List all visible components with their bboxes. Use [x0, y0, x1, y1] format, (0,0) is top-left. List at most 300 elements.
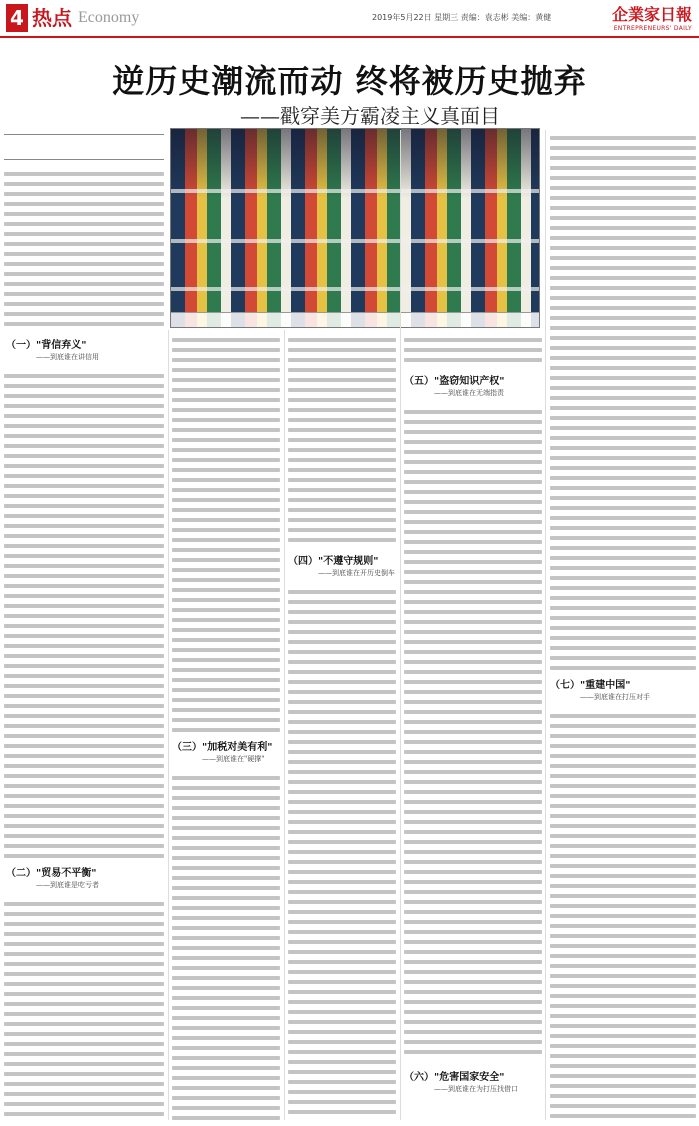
body-text-line — [4, 1042, 164, 1046]
body-text-line — [4, 972, 164, 976]
body-text-line — [288, 338, 396, 342]
body-text-line — [288, 478, 396, 482]
body-text-line — [404, 950, 542, 954]
body-text-line — [550, 666, 696, 670]
body-text-line — [288, 640, 396, 644]
body-text-line — [4, 252, 164, 256]
body-text-line — [404, 550, 542, 554]
body-text-line — [404, 930, 542, 934]
body-text-line — [550, 1014, 696, 1018]
body-text-line — [288, 670, 396, 674]
body-text-line — [404, 890, 542, 894]
body-text-line — [4, 844, 164, 848]
body-text-line — [288, 498, 396, 502]
body-text-line — [550, 794, 696, 798]
body-text-line — [550, 894, 696, 898]
body-text-line — [4, 794, 164, 798]
section-heading: （四）"不遵守规则" — [288, 556, 379, 567]
body-text-line — [550, 356, 696, 360]
body-text-line — [550, 754, 696, 758]
body-text-line — [4, 922, 164, 926]
body-text-line — [404, 1030, 542, 1034]
body-text-line — [4, 604, 164, 608]
body-text-line — [288, 388, 396, 392]
body-text-line — [4, 322, 164, 326]
body-text-line — [172, 588, 280, 592]
body-text-line — [172, 658, 280, 662]
section-heading: （二）"贸易不平衡" — [6, 868, 97, 879]
body-text-line — [172, 508, 280, 512]
body-text-line — [404, 440, 542, 444]
body-text-line — [4, 624, 164, 628]
body-text-line — [4, 952, 164, 956]
body-text-line — [404, 960, 542, 964]
body-text-line — [288, 990, 396, 994]
body-text-line — [288, 650, 396, 654]
body-text-line — [404, 710, 542, 714]
body-text-line — [288, 720, 396, 724]
body-text-line — [288, 358, 396, 362]
body-text-line — [404, 730, 542, 734]
body-text-line — [172, 846, 280, 850]
body-text-line — [550, 804, 696, 808]
body-text-line — [550, 506, 696, 510]
page-number: 4 — [6, 4, 28, 32]
body-text-line — [172, 806, 280, 810]
section-subheading: ——到底谁在为打压找借口 — [434, 1085, 518, 1093]
body-text-line — [550, 546, 696, 550]
body-text-line — [288, 980, 396, 984]
body-text-line — [172, 408, 280, 412]
body-text-line — [288, 518, 396, 522]
byline-box — [4, 134, 164, 160]
body-text-line — [288, 680, 396, 684]
body-text-line — [288, 418, 396, 422]
column-divider — [545, 130, 546, 1120]
body-text-line — [172, 926, 280, 930]
body-text-line — [404, 450, 542, 454]
body-text-line — [404, 920, 542, 924]
body-text-line — [172, 1106, 280, 1110]
body-text-line — [4, 1072, 164, 1076]
body-text-line — [404, 790, 542, 794]
body-text-line — [288, 1090, 396, 1094]
body-text-line — [288, 428, 396, 432]
body-text-column — [550, 708, 696, 1120]
body-text-line — [550, 1054, 696, 1058]
body-text-line — [550, 884, 696, 888]
body-text-line — [172, 538, 280, 542]
body-text-line — [172, 628, 280, 632]
body-text-line — [288, 528, 396, 532]
body-text-line — [172, 708, 280, 712]
body-text-line — [550, 536, 696, 540]
body-text-line — [404, 410, 542, 414]
section-heading: （六）"危害国家安全" — [404, 1072, 505, 1083]
photo-shelf — [171, 189, 539, 193]
body-text-line — [288, 508, 396, 512]
body-text-line — [550, 316, 696, 320]
body-text-line — [550, 156, 696, 160]
body-text-line — [172, 876, 280, 880]
body-text-line — [288, 850, 396, 854]
photo-caption-strip — [171, 312, 539, 327]
body-text-line — [4, 202, 164, 206]
body-text-line — [4, 674, 164, 678]
body-text-line — [4, 724, 164, 728]
body-text-line — [404, 810, 542, 814]
body-text-line — [288, 538, 396, 542]
body-text-line — [288, 900, 396, 904]
body-text-line — [288, 700, 396, 704]
body-text-line — [404, 800, 542, 804]
body-text-line — [4, 494, 164, 498]
body-text-line — [550, 576, 696, 580]
body-text-line — [404, 590, 542, 594]
body-text-line — [4, 932, 164, 936]
body-text-line — [404, 750, 542, 754]
body-text-line — [172, 718, 280, 722]
body-text-line — [4, 514, 164, 518]
body-text-line — [172, 956, 280, 960]
body-text-line — [172, 1056, 280, 1060]
body-text-line — [550, 456, 696, 460]
issue-info: 2019年5月22日 星期三 责编：袁志彬 美编：黄健 — [372, 13, 552, 22]
body-text-line — [404, 720, 542, 724]
subheadline: ——戳穿美方霸凌主义真面目 — [240, 104, 500, 128]
body-text-line — [404, 630, 542, 634]
body-text-line — [172, 836, 280, 840]
body-text-line — [172, 688, 280, 692]
body-text-line — [4, 644, 164, 648]
body-text-line — [288, 600, 396, 604]
body-text-line — [288, 1030, 396, 1034]
body-text-line — [404, 870, 542, 874]
body-text-line — [404, 1050, 542, 1054]
body-text-line — [404, 1040, 542, 1044]
body-text-line — [404, 850, 542, 854]
body-text-line — [172, 428, 280, 432]
body-text-line — [172, 468, 280, 472]
body-text-line — [404, 880, 542, 884]
body-text-line — [550, 824, 696, 828]
body-text-line — [288, 970, 396, 974]
body-text-line — [404, 990, 542, 994]
body-text-line — [4, 414, 164, 418]
body-text-line — [172, 388, 280, 392]
body-text-line — [404, 358, 542, 362]
body-text-line — [172, 786, 280, 790]
body-text-line — [172, 996, 280, 1000]
body-text-line — [550, 146, 696, 150]
body-text-line — [4, 302, 164, 306]
body-text-line — [288, 1020, 396, 1024]
body-text-line — [550, 1064, 696, 1068]
body-text-line — [4, 292, 164, 296]
column-divider — [400, 130, 401, 1120]
body-text-line — [172, 698, 280, 702]
body-text-line — [550, 176, 696, 180]
body-text-line — [4, 544, 164, 548]
body-text-line — [4, 654, 164, 658]
section-subheading: ——到底谁在"硬撑" — [202, 755, 265, 763]
body-text-line — [288, 610, 396, 614]
body-text-line — [4, 182, 164, 186]
body-text-line — [404, 610, 542, 614]
body-text-line — [550, 226, 696, 230]
body-text-line — [4, 262, 164, 266]
body-text-column — [288, 332, 396, 546]
body-text-line — [288, 448, 396, 452]
section-heading: （七）"重建中国" — [550, 680, 631, 691]
body-text-line — [288, 740, 396, 744]
body-text-line — [172, 946, 280, 950]
body-text-line — [172, 518, 280, 522]
body-text-line — [404, 420, 542, 424]
body-text-line — [4, 1112, 164, 1116]
body-text-line — [404, 980, 542, 984]
body-text-line — [550, 904, 696, 908]
body-text-line — [550, 286, 696, 290]
body-text-line — [288, 910, 396, 914]
body-text-line — [550, 466, 696, 470]
body-text-line — [172, 558, 280, 562]
body-text-line — [4, 444, 164, 448]
body-text-line — [404, 530, 542, 534]
body-text-line — [4, 1002, 164, 1006]
body-text-line — [550, 864, 696, 868]
body-text-line — [288, 710, 396, 714]
body-text-line — [550, 854, 696, 858]
body-text-line — [550, 556, 696, 560]
body-text-line — [550, 496, 696, 500]
body-text-line — [4, 912, 164, 916]
body-text-line — [404, 510, 542, 514]
body-text-line — [288, 1080, 396, 1084]
body-text-line — [4, 1092, 164, 1096]
body-text-line — [288, 820, 396, 824]
body-text-line — [288, 1100, 396, 1104]
body-text-line — [4, 834, 164, 838]
body-text-line — [172, 896, 280, 900]
body-text-line — [4, 564, 164, 568]
body-text-line — [4, 232, 164, 236]
body-text-line — [288, 620, 396, 624]
body-text-line — [172, 1066, 280, 1070]
body-text-line — [288, 830, 396, 834]
body-text-line — [172, 548, 280, 552]
body-text-line — [4, 694, 164, 698]
body-text-line — [172, 638, 280, 642]
body-text-line — [550, 596, 696, 600]
body-text-line — [550, 606, 696, 610]
body-text-line — [172, 816, 280, 820]
body-text-line — [404, 1000, 542, 1004]
body-text-line — [4, 584, 164, 588]
body-text-line — [288, 880, 396, 884]
body-text-line — [4, 704, 164, 708]
body-text-line — [172, 598, 280, 602]
body-text-line — [172, 1046, 280, 1050]
body-text-line — [4, 942, 164, 946]
body-text-line — [172, 856, 280, 860]
body-text-line — [288, 930, 396, 934]
body-text-line — [288, 468, 396, 472]
body-text-line — [550, 724, 696, 728]
body-text-line — [404, 640, 542, 644]
body-text-line — [4, 962, 164, 966]
body-text-line — [404, 860, 542, 864]
body-text-line — [288, 630, 396, 634]
section-title: 热点 — [32, 6, 72, 30]
body-text-line — [404, 560, 542, 564]
body-text-line — [404, 500, 542, 504]
body-text-line — [172, 368, 280, 372]
body-text-line — [4, 1052, 164, 1056]
body-text-line — [550, 636, 696, 640]
body-text-line — [550, 186, 696, 190]
body-text-line — [550, 526, 696, 530]
body-text-line — [288, 810, 396, 814]
body-text-line — [550, 276, 696, 280]
body-text-line — [172, 986, 280, 990]
body-text-line — [550, 1044, 696, 1048]
body-text-line — [4, 282, 164, 286]
body-text-line — [172, 398, 280, 402]
body-text-line — [288, 1070, 396, 1074]
body-text-line — [550, 626, 696, 630]
body-text-line — [404, 680, 542, 684]
photo-shelf — [171, 239, 539, 243]
body-text-line — [550, 924, 696, 928]
body-text-line — [172, 498, 280, 502]
body-text-line — [172, 1026, 280, 1030]
body-text-line — [550, 236, 696, 240]
section-heading: （五）"盗窃知识产权" — [404, 376, 505, 387]
body-text-line — [404, 470, 542, 474]
body-text-line — [4, 574, 164, 578]
body-text-line — [172, 418, 280, 422]
body-text-line — [172, 728, 280, 732]
body-text-line — [404, 740, 542, 744]
body-text-line — [4, 404, 164, 408]
body-text-line — [288, 1060, 396, 1064]
body-text-line — [404, 830, 542, 834]
body-text-line — [404, 820, 542, 824]
body-text-line — [288, 860, 396, 864]
body-text-line — [4, 172, 164, 176]
body-text-line — [288, 660, 396, 664]
body-text-line — [172, 916, 280, 920]
article-photo — [170, 128, 540, 328]
body-text-line — [172, 478, 280, 482]
body-text-line — [404, 910, 542, 914]
body-text-line — [172, 1016, 280, 1020]
body-text-column — [172, 332, 280, 732]
body-text-line — [288, 408, 396, 412]
body-text-line — [288, 378, 396, 382]
body-text-column — [4, 368, 164, 858]
body-text-line — [4, 374, 164, 378]
body-text-line — [288, 840, 396, 844]
section-subheading: ——到底谁在打压对手 — [580, 693, 650, 701]
body-text-line — [550, 734, 696, 738]
body-text-line — [172, 528, 280, 532]
section-heading: （三）"加税对美有利" — [172, 742, 273, 753]
masthead-title: 企業家日報 — [611, 5, 692, 24]
body-text-line — [550, 774, 696, 778]
body-text-line — [4, 554, 164, 558]
body-text-line — [550, 336, 696, 340]
section-subheading: ——到底谁在无端指责 — [434, 389, 504, 397]
body-text-line — [172, 608, 280, 612]
body-text-line — [288, 950, 396, 954]
body-text-line — [550, 476, 696, 480]
body-text-line — [4, 242, 164, 246]
body-text-line — [550, 764, 696, 768]
body-text-line — [172, 906, 280, 910]
body-text-line — [4, 744, 164, 748]
body-text-line — [4, 222, 164, 226]
body-text-line — [4, 454, 164, 458]
masthead — [592, 2, 692, 32]
body-text-line — [288, 458, 396, 462]
body-text-line — [550, 206, 696, 210]
body-text-column — [4, 166, 164, 330]
body-text-line — [404, 760, 542, 764]
body-text-line — [4, 854, 164, 858]
body-text-line — [4, 824, 164, 828]
body-text-line — [288, 488, 396, 492]
body-text-line — [4, 992, 164, 996]
body-text-line — [550, 784, 696, 788]
body-text-line — [288, 780, 396, 784]
body-text-line — [550, 994, 696, 998]
body-text-line — [550, 426, 696, 430]
section-subheading: ——到底谁在讲信用 — [36, 353, 99, 361]
body-text-line — [4, 1062, 164, 1066]
body-text-line — [404, 348, 542, 352]
body-text-line — [404, 690, 542, 694]
body-text-line — [550, 136, 696, 140]
body-text-line — [404, 540, 542, 544]
body-text-line — [550, 566, 696, 570]
section-title-en: Economy — [78, 9, 140, 26]
body-text-line — [404, 620, 542, 624]
body-text-line — [550, 974, 696, 978]
body-text-line — [4, 384, 164, 388]
body-text-line — [550, 1074, 696, 1078]
body-text-line — [550, 516, 696, 520]
body-text-line — [550, 486, 696, 490]
body-text-line — [172, 678, 280, 682]
body-text-line — [550, 714, 696, 718]
body-text-line — [4, 804, 164, 808]
body-text-line — [550, 436, 696, 440]
body-text-line — [404, 570, 542, 574]
body-text-line — [550, 1004, 696, 1008]
body-text-line — [404, 1020, 542, 1024]
body-text-line — [172, 886, 280, 890]
body-text-line — [550, 396, 696, 400]
column-divider — [284, 330, 285, 1120]
body-text-line — [550, 166, 696, 170]
body-text-line — [4, 1012, 164, 1016]
body-text-line — [404, 338, 542, 342]
body-text-line — [550, 616, 696, 620]
body-text-line — [550, 416, 696, 420]
body-text-line — [4, 394, 164, 398]
